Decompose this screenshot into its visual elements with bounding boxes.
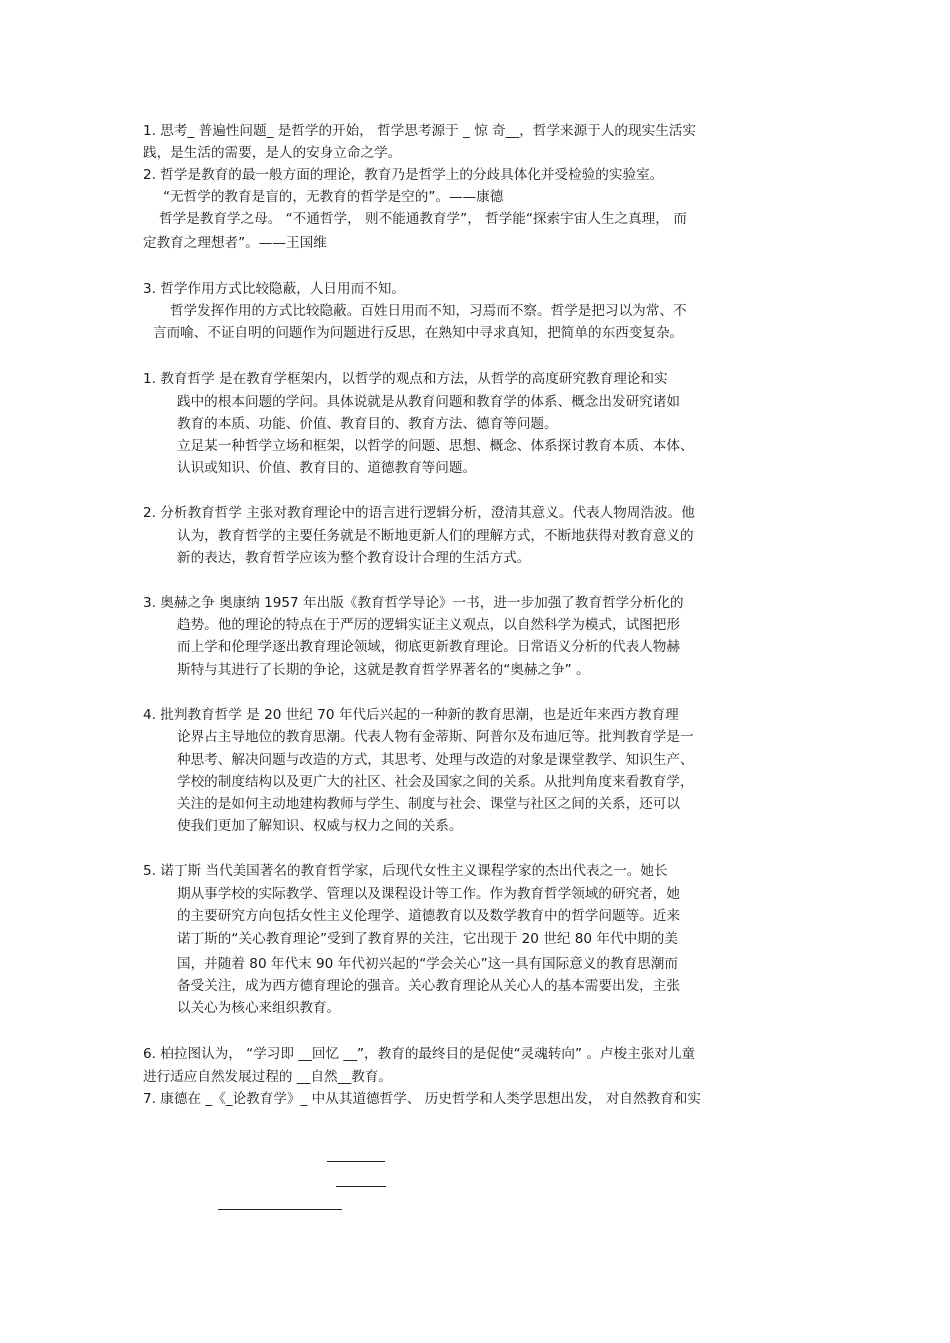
- text-line-10: 1. 教育哲学 是在教育学框架内，以哲学的观点和方法，从哲学的高度研究教育理论和实: [143, 371, 668, 387]
- text-line-37: 7. 康德在 _《_论教育学》_ 中从其道德哲学、 历史哲学和人类学思想出发， 对自然教育和实: [143, 1091, 701, 1107]
- blank-underline-2: [336, 1186, 386, 1187]
- text-line-32: 国，并随着 80 年代末 90 年代初兴起的“学会关心”这一具有国际意义的教育思潮而: [177, 956, 678, 972]
- text-line-19: 趋势。他的理论的特点在于严厉的逻辑实证主义观点，以自然科学为模式，试图把形: [177, 617, 680, 633]
- text-line-18: 3. 奥赫之争 奥康纳 1957 年出版《教育哲学导论》一书，进一步加强了教育哲学分析化的: [143, 595, 684, 611]
- text-line-26: 关注的是如何主动地建构教师与学生、制度与社会、课堂与社区之间的关系，还可以: [177, 796, 680, 812]
- text-line-3: 2. 哲学是教育的最一般方面的理论，教育乃是哲学上的分歧具体化并受检验的实验室。: [143, 167, 664, 183]
- text-line-6: 定教育之理想者”。——王国维: [143, 235, 327, 251]
- text-line-29: 期从事学校的实际教学、管理以及课程设计等工作。作为教育哲学领域的研究者，她: [177, 886, 680, 902]
- text-line-15: 2. 分析教育哲学 主张对教育理论中的语言进行逻辑分析，澄清其意义。代表人物周浩波。他: [143, 505, 695, 521]
- text-line-28: 5. 诺丁斯 当代美国著名的教育哲学家，后现代女性主义课程学家的杰出代表之一。她长: [143, 863, 668, 879]
- text-line-8: 哲学发挥作用的方式比较隐蔽。百姓日用而不知，习焉而不察。哲学是把习以为常、不: [170, 303, 687, 319]
- blank-underline-1: [327, 1161, 385, 1162]
- text-line-22: 4. 批判教育哲学 是 20 世纪 70 年代后兴起的一种新的教育思潮，也是近年来西方教育理: [143, 707, 679, 723]
- text-line-23: 论界占主导地位的教育思潮。代表人物有金蒂斯、阿普尔及布迪厄等。批判教育学是一: [177, 729, 694, 745]
- text-line-1: 1. 思考_ 普遍性问题_ 是哲学的开始， 哲学思考源于 _ 惊 奇__，哲学来源于人的现实生活实: [143, 123, 696, 139]
- text-line-17: 新的表达，教育哲学应该为整个教育设计合理的生活方式。: [177, 550, 531, 566]
- text-line-25: 学校的制度结构以及更广大的社区、社会及国家之间的关系。从批判角度来看教育学，: [177, 774, 694, 790]
- text-line-4: “无哲学的教育是盲的，无教育的哲学是空的”。——康德: [163, 189, 504, 205]
- text-line-36: 进行适应自然发展过程的 __自然__教育。: [143, 1069, 393, 1085]
- text-line-9: 言而喻、不证自明的问题作为问题进行反思，在熟知中寻求真知，把简单的东西变复杂。: [153, 325, 684, 341]
- text-line-31: 诺丁斯的“关心教育理论”受到了教育界的关注，它出现于 20 世纪 80 年代中期的美: [177, 931, 678, 947]
- text-line-30: 的主要研究方向包括女性主义伦理学、道德教育以及数学教育中的哲学问题等。近来: [177, 908, 680, 924]
- text-line-34: 以关心为核心来组织教育。: [177, 1000, 341, 1016]
- text-line-12: 教育的本质、功能、价值、教育目的、教育方法、德育等问题。: [177, 416, 558, 432]
- text-line-35: 6. 柏拉图认为， “学习即 __回忆 __”，教育的最终目的是促使“灵魂转向” 。卢梭主张对儿童: [143, 1046, 696, 1062]
- text-line-24: 种思考、解决问题与改造的方式，其思考、处理与改造的对象是课堂教学、知识生产、: [177, 752, 694, 768]
- text-line-13: 立足某一种哲学立场和框架，以哲学的问题、思想、概念、体系探讨教育本质、本体、: [177, 438, 694, 454]
- text-line-2: 践，是生活的需要，是人的安身立命之学。: [143, 145, 402, 161]
- text-line-21: 斯特与其进行了长期的争论，这就是教育哲学界著名的“奥赫之争” 。: [177, 662, 590, 678]
- blank-underline-3: [218, 1209, 342, 1210]
- text-line-33: 备受关注，成为西方德育理论的强音。关心教育理论从关心人的基本需要出发，主张: [177, 978, 680, 994]
- text-line-14: 认识或知识、价值、教育目的、道德教育等问题。: [177, 460, 477, 476]
- text-line-11: 践中的根本问题的学问。具体说就是从教育问题和教育学的体系、概念出发研究诸如: [177, 394, 680, 410]
- text-line-16: 认为，教育哲学的主要任务就是不断地更新人们的理解方式，不断地获得对教育意义的: [177, 528, 694, 544]
- text-line-20: 而上学和伦理学逐出教育理论领域，彻底更新教育理论。日常语义分析的代表人物赫: [177, 639, 680, 655]
- text-line-7: 3. 哲学作用方式比较隐蔽，人日用而不知。: [143, 281, 405, 297]
- text-line-27: 使我们更加了解知识、权威与权力之间的关系。: [177, 818, 463, 834]
- text-line-5: 哲学是教育学之母。 “不通哲学， 则不能通教育学”， 哲学能“探索宇宙人生之真理， 而: [159, 211, 687, 227]
